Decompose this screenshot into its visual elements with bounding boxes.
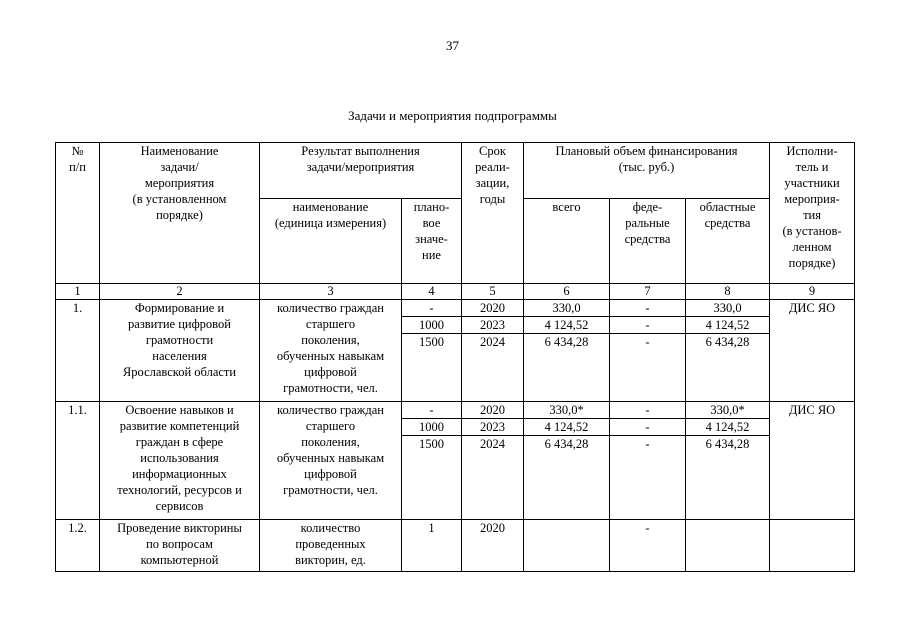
- document-title: Задачи и мероприятия подпрограммы: [348, 108, 557, 123]
- row-number: 1.2.: [56, 520, 100, 572]
- total-amount: 330,0*: [524, 402, 610, 419]
- federal-amount: -: [610, 317, 686, 334]
- header-col-federal: феде- ральные средства: [610, 199, 686, 284]
- task-name: Освоение навыков и развитие компетенций граждан в сфере использования информационных технологий, ресурсов и сервисов: [100, 402, 260, 520]
- plan-value: -: [402, 402, 462, 419]
- header-col-number: № п/п: [56, 143, 100, 284]
- term-year: 2023: [462, 317, 524, 334]
- plan-value: -: [402, 300, 462, 317]
- federal-amount: -: [610, 334, 686, 402]
- term-year: 2020: [462, 402, 524, 419]
- header-col-executor: Исполни- тель и участники мероприя- тия (в установ- ленном порядке): [770, 143, 855, 284]
- column-number: 4: [402, 284, 462, 300]
- term-year: 2024: [462, 334, 524, 402]
- total-amount: 6 434,28: [524, 334, 610, 402]
- regional-amount: [686, 520, 770, 572]
- column-number: 2: [100, 284, 260, 300]
- total-amount: 6 434,28: [524, 436, 610, 520]
- task-name: Проведение викторины по вопросам компьютерной: [100, 520, 260, 572]
- total-amount: 330,0: [524, 300, 610, 317]
- term-year: 2023: [462, 419, 524, 436]
- regional-amount: 6 434,28: [686, 334, 770, 402]
- total-amount: 4 124,52: [524, 317, 610, 334]
- header-col-total: всего: [524, 199, 610, 284]
- plan-value: 1500: [402, 436, 462, 520]
- header-col-regional: областные средства: [686, 199, 770, 284]
- term-year: 2020: [462, 300, 524, 317]
- plan-value: 1: [402, 520, 462, 572]
- column-number: 3: [260, 284, 402, 300]
- regional-amount: 4 124,52: [686, 419, 770, 436]
- term-year: 2020: [462, 520, 524, 572]
- result-name: количество граждан старшего поколения, обученных навыкам цифровой грамотности, чел.: [260, 300, 402, 402]
- result-name: количество граждан старшего поколения, обученных навыкам цифровой грамотности, чел.: [260, 402, 402, 520]
- column-number: 8: [686, 284, 770, 300]
- header-col-result: Результат выполнения задачи/мероприятия: [260, 143, 462, 199]
- row-number: 1.1.: [56, 402, 100, 520]
- federal-amount: -: [610, 520, 686, 572]
- executor: [770, 520, 855, 572]
- plan-value: 1000: [402, 317, 462, 334]
- column-number: 1: [56, 284, 100, 300]
- column-number: 5: [462, 284, 524, 300]
- federal-amount: -: [610, 419, 686, 436]
- executor: ДИС ЯО: [770, 300, 855, 402]
- total-amount: [524, 520, 610, 572]
- regional-amount: 330,0: [686, 300, 770, 317]
- page-number: 37: [446, 38, 459, 53]
- header-col-result-plan: плано- вое значе- ние: [402, 199, 462, 284]
- header-col-result-name: наименование (единица измерения): [260, 199, 402, 284]
- table-row: [56, 520, 855, 572]
- program-table: [55, 142, 855, 572]
- row-number: 1.: [56, 300, 100, 402]
- term-year: 2024: [462, 436, 524, 520]
- result-name: количество проведенных викторин, ед.: [260, 520, 402, 572]
- column-number: 7: [610, 284, 686, 300]
- table-row: [56, 300, 855, 317]
- federal-amount: -: [610, 402, 686, 419]
- task-name: Формирование и развитие цифровой грамотности населения Ярославской области: [100, 300, 260, 402]
- column-number: 6: [524, 284, 610, 300]
- header-col-term: Срок реали- зации, годы: [462, 143, 524, 284]
- table-row: [56, 402, 855, 419]
- regional-amount: 6 434,28: [686, 436, 770, 520]
- total-amount: 4 124,52: [524, 419, 610, 436]
- column-number: 9: [770, 284, 855, 300]
- header-row-1: [56, 143, 855, 199]
- federal-amount: -: [610, 436, 686, 520]
- federal-amount: -: [610, 300, 686, 317]
- plan-value: 1500: [402, 334, 462, 402]
- plan-value: 1000: [402, 419, 462, 436]
- regional-amount: 330,0*: [686, 402, 770, 419]
- executor: ДИС ЯО: [770, 402, 855, 520]
- regional-amount: 4 124,52: [686, 317, 770, 334]
- column-numbers-row: [56, 284, 855, 300]
- header-col-name: Наименование задачи/ мероприятия (в установленном порядке): [100, 143, 260, 284]
- header-col-financing: Плановый объем финансирования (тыс. руб.): [524, 143, 770, 199]
